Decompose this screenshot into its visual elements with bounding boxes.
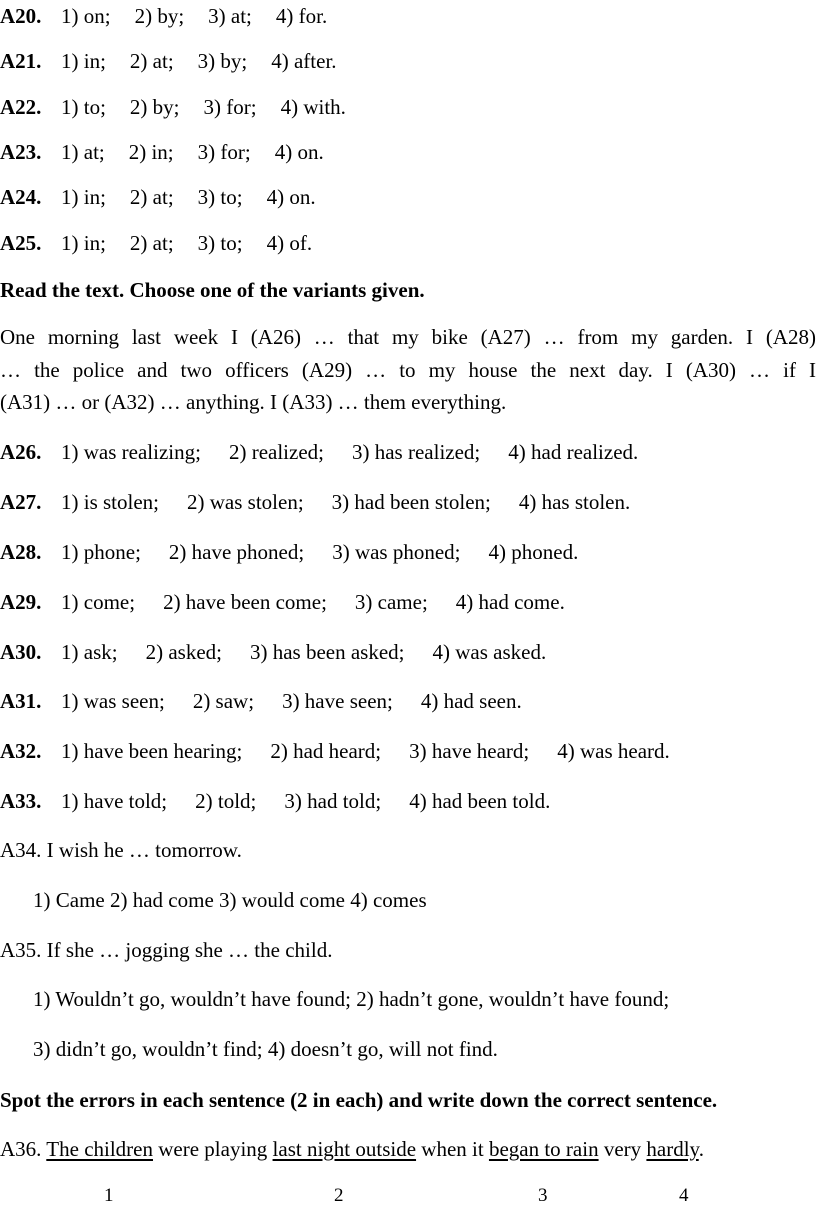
answer-option: 2) have phoned; [168, 540, 305, 564]
question-number: A30. [0, 640, 42, 664]
answer-option: 2) asked; [145, 640, 222, 664]
a34-options: 1) Came 2) had come 3) would come 4) comes [33, 888, 427, 912]
answer-option: 3) by; [197, 49, 248, 73]
question-row [0, 95, 370, 119]
question-number: A20. [0, 4, 42, 28]
answer-option: 4) with. [280, 95, 346, 119]
answer-option: 3) to; [197, 185, 243, 209]
a35-options-line1: 1) Wouldn’t go, wouldn’t have found; 2) hadn’t gone, wouldn’t have found; [33, 987, 670, 1011]
answer-option: 2) at; [129, 231, 174, 255]
answer-option: 1) was seen; [61, 689, 165, 713]
answer-option: 4) was heard. [557, 739, 670, 763]
answer-option: 4) had been told. [409, 789, 551, 813]
question-row [0, 540, 606, 564]
answer-option: 3) was phoned; [332, 540, 461, 564]
reading-paragraph [0, 321, 816, 419]
question-number: A29. [0, 590, 42, 614]
question-row [0, 490, 658, 514]
answer-option: 3) have seen; [282, 689, 393, 713]
answer-option: 2) was stolen; [187, 490, 304, 514]
answer-option: 3) has been asked; [249, 640, 405, 664]
question-number: A27. [0, 490, 42, 514]
answer-option: 4) was asked. [432, 640, 547, 664]
a36-error-segment: The children [46, 1137, 153, 1161]
answer-option: 1) in; [61, 185, 106, 209]
question-number: A32. [0, 739, 42, 763]
answer-option: 3) has realized; [351, 440, 481, 464]
a36-text-segment: were playing [158, 1137, 268, 1161]
answer-option: 3) have heard; [409, 739, 530, 763]
a36-error-segment: hardly [646, 1137, 699, 1161]
a36-text-segment: very [603, 1137, 642, 1161]
answer-option: 4) of. [266, 231, 313, 255]
segment-number-4: 4 [679, 1185, 689, 1206]
question-row [0, 4, 351, 28]
question-number: A31. [0, 689, 42, 713]
a36-number: A36. [0, 1137, 42, 1161]
answer-option: 1) to; [61, 95, 106, 119]
answer-option: 1) in; [61, 49, 106, 73]
answer-option: 2) at; [129, 49, 174, 73]
answer-option: 1) was realizing; [61, 440, 201, 464]
question-a34: A34. I wish he … tomorrow. [0, 838, 242, 862]
answer-option: 1) phone; [61, 540, 141, 564]
answer-option: 1) come; [61, 590, 136, 614]
question-row [0, 440, 666, 464]
answer-option: 3) had been stolen; [331, 490, 491, 514]
question-number: A22. [0, 95, 42, 119]
segment-number-1: 1 [104, 1185, 114, 1206]
question-row [0, 590, 593, 614]
answer-option: 4) had come. [455, 590, 565, 614]
answer-option: 1) is stolen; [61, 490, 159, 514]
question-number: A33. [0, 789, 42, 813]
a36-period: . [698, 1137, 704, 1161]
question-row [0, 789, 578, 813]
question-row [0, 49, 361, 73]
question-row [0, 231, 336, 255]
answer-option: 4) for. [275, 4, 328, 28]
paragraph-line: (A31) … or (A32) … anything. I (A33) … them everything. [0, 390, 507, 414]
question-number: A25. [0, 231, 42, 255]
answer-option: 2) by; [129, 95, 180, 119]
question-row [0, 140, 348, 164]
answer-option: 4) had seen. [420, 689, 522, 713]
answer-option: 3) for; [197, 140, 251, 164]
a36-text-segment: when it [421, 1137, 484, 1161]
answer-option: 3) for; [203, 95, 257, 119]
a35-options-line2: 3) didn’t go, wouldn’t find; 4) doesn’t go, will not find. [33, 1037, 498, 1061]
answer-option: 1) at; [61, 140, 105, 164]
question-number: A24. [0, 185, 42, 209]
question-row [0, 640, 574, 664]
question-number: A26. [0, 440, 42, 464]
question-row [0, 689, 550, 713]
answer-option: 2) saw; [192, 689, 255, 713]
segment-number-2: 2 [334, 1185, 344, 1206]
answer-option: 3) at; [208, 4, 252, 28]
answer-option: 4) on. [274, 140, 324, 164]
a36-error-segment: began to rain [488, 1137, 599, 1161]
answer-option: 4) has stolen. [518, 490, 631, 514]
question-number: A23. [0, 140, 42, 164]
segment-number-3: 3 [538, 1185, 548, 1206]
question-a35: A35. If she … jogging she … the child. [0, 938, 333, 962]
answer-option: 2) had heard; [270, 739, 382, 763]
paragraph-line: … the police and two officers (A29) … to my house the next day. I (A30) … if I [0, 357, 816, 382]
question-number: A28. [0, 540, 42, 564]
answer-option: 1) have told; [61, 789, 168, 813]
question-a36 [0, 1137, 704, 1161]
question-row [0, 739, 698, 763]
answer-option: 3) came; [354, 590, 428, 614]
paragraph-line: One morning last week I (A26) … that my bike (A27) … from my garden. I (A28) [0, 325, 816, 349]
answer-option: 4) had realized. [508, 440, 639, 464]
answer-option: 3) had told; [284, 789, 382, 813]
answer-option: 2) have been come; [163, 590, 327, 614]
spot-heading: Spot the errors in each sentence (2 in each) and write down the correct sentence. [0, 1088, 718, 1112]
answer-option: 4) phoned. [488, 540, 579, 564]
answer-option: 3) to; [197, 231, 243, 255]
answer-option: 2) in; [128, 140, 174, 164]
answer-option: 2) told; [195, 789, 257, 813]
answer-option: 1) in; [61, 231, 106, 255]
answer-option: 4) after. [271, 49, 337, 73]
answer-option: 2) at; [129, 185, 174, 209]
answer-option: 1) ask; [61, 640, 118, 664]
answer-option: 2) realized; [228, 440, 324, 464]
answer-option: 4) on. [266, 185, 316, 209]
answer-option: 2) by; [134, 4, 185, 28]
answer-option: 1) have been hearing; [61, 739, 243, 763]
answer-option: 1) on; [61, 4, 111, 28]
a36-error-segment: last night outside [272, 1137, 417, 1161]
read-heading: Read the text. Choose one of the variants given. [0, 278, 425, 302]
question-row [0, 185, 340, 209]
question-number: A21. [0, 49, 42, 73]
